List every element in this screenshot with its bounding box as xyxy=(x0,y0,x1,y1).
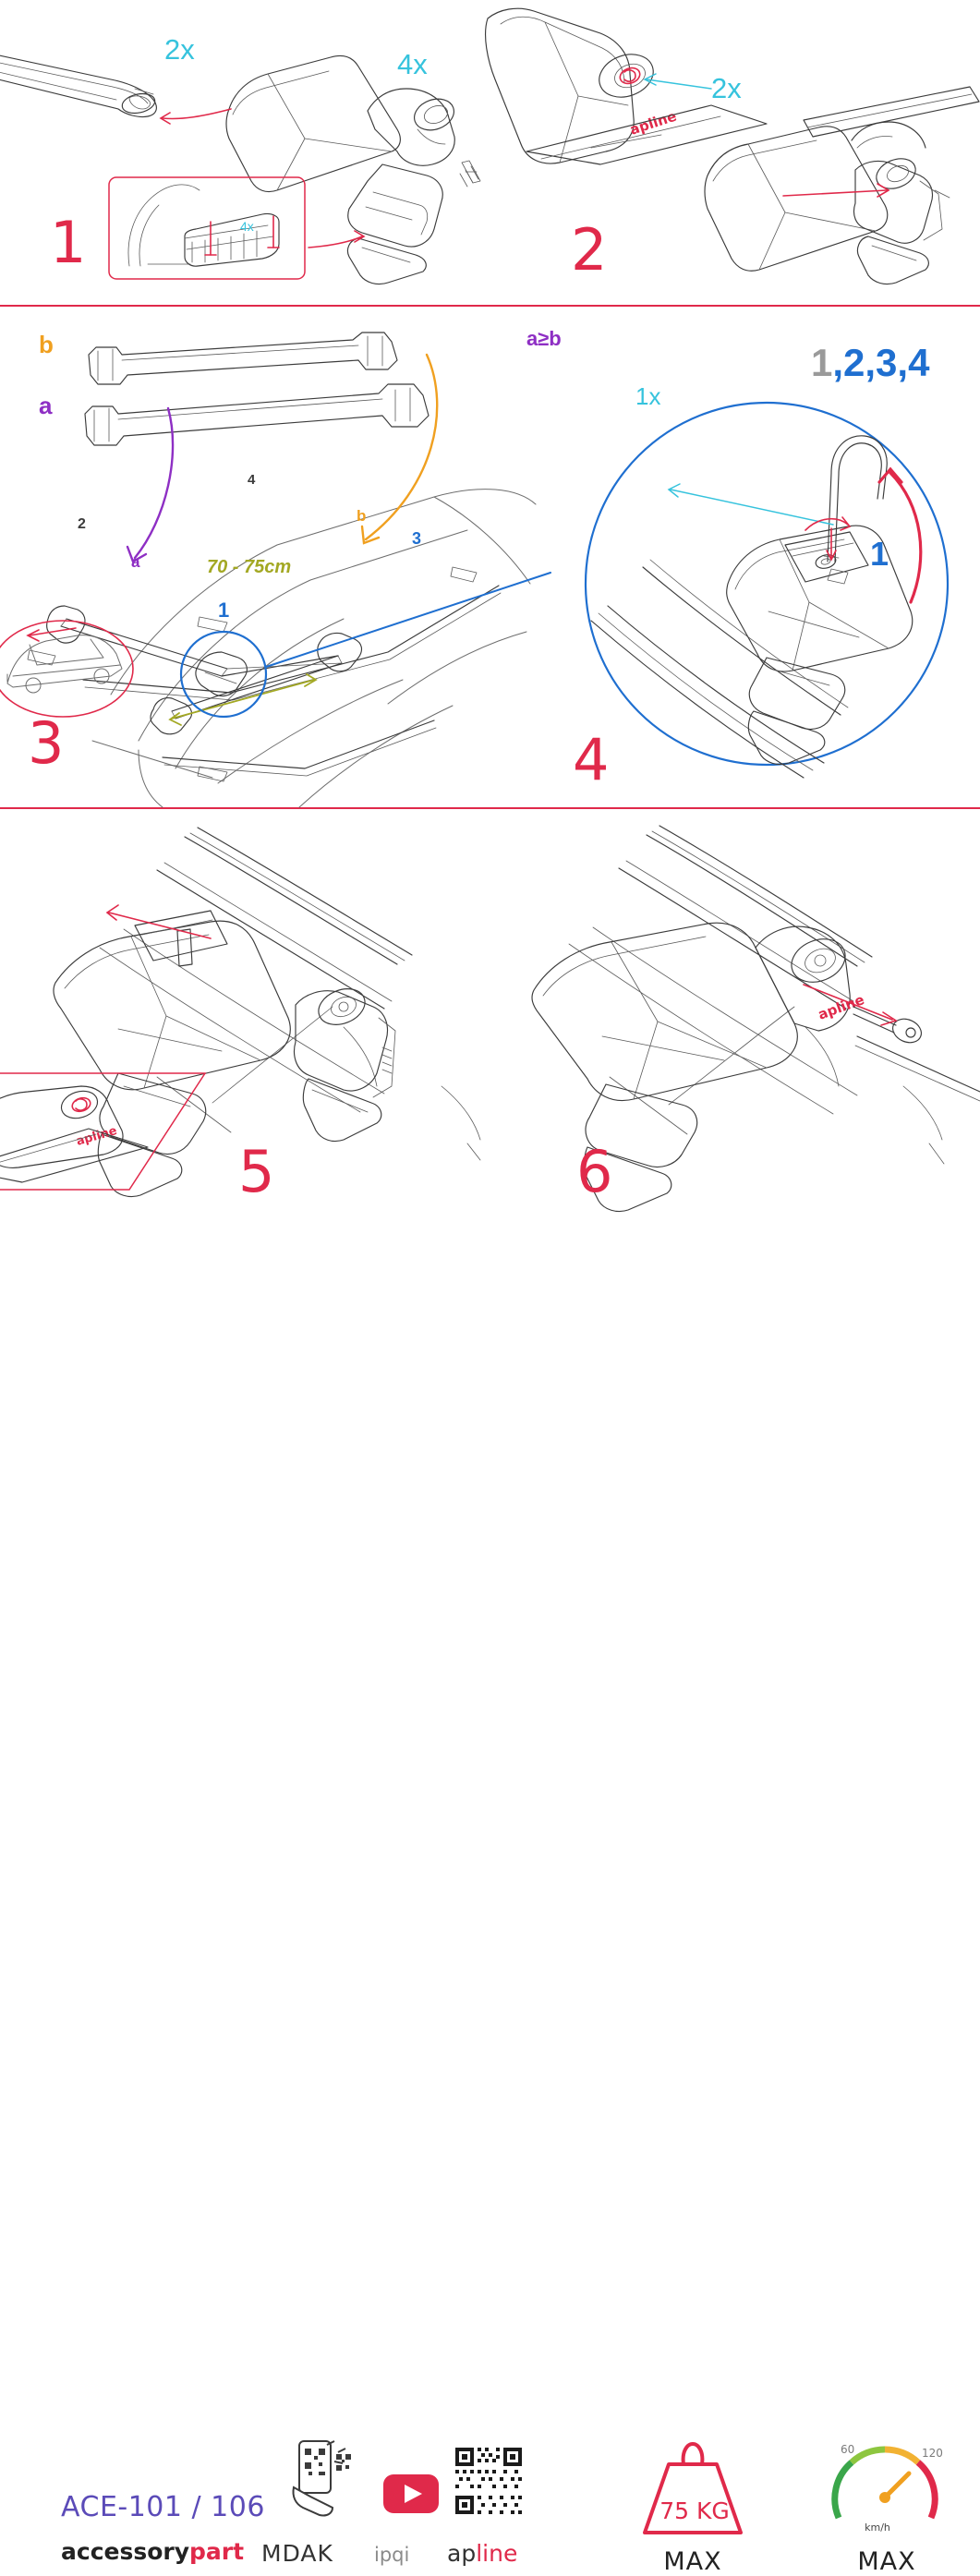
max-weight-caption-wrap xyxy=(637,2547,748,2576)
step-3-position-4: 4 xyxy=(248,472,256,488)
brand-prefix: accessory xyxy=(61,2538,190,2565)
step-3-position-3: 3 xyxy=(412,529,422,548)
step-1-panel xyxy=(0,0,490,305)
step-3-arrow-label-b: b xyxy=(357,507,367,525)
svg-text:120: 120 xyxy=(922,2447,943,2460)
step-2-panel xyxy=(490,0,980,305)
sequence-first: 1 xyxy=(811,341,833,384)
svg-text:apline: apline xyxy=(816,991,867,1023)
footer xyxy=(0,1228,980,2576)
partner-mdak: MDAK xyxy=(261,2540,333,2567)
partner-ipqi: ipqi xyxy=(374,2544,410,2566)
step-6-number: 6 xyxy=(576,1138,613,1205)
step-4-qty-key: 1x xyxy=(635,382,661,410)
step-3-arrow-label-a: a xyxy=(131,553,140,571)
step-3-panel xyxy=(0,307,554,807)
step-3-position-2: 2 xyxy=(78,516,86,532)
step-4-sequence xyxy=(811,341,930,384)
step-2-qty-lock: 2x xyxy=(711,72,742,104)
step-6-panel xyxy=(490,809,980,1228)
step-1-number: 1 xyxy=(50,209,87,276)
brand-accent: part xyxy=(189,2538,245,2565)
speed-unit: km/h xyxy=(865,2522,890,2534)
step-3-spacing-dimension: 70 - 75cm xyxy=(207,557,292,577)
model-number: ACE-101 / 106 xyxy=(61,2491,265,2523)
step-2-number: 2 xyxy=(571,216,608,284)
step-4-panel xyxy=(526,307,980,807)
max-weight-value: 75 KG xyxy=(659,2497,730,2524)
step-3-number: 3 xyxy=(28,709,65,777)
apline-prefix: ap xyxy=(447,2540,477,2567)
step-1-qty-foot: 4x xyxy=(397,48,428,80)
step-6-illustration xyxy=(490,809,980,1228)
step-1-qty-pad: 4x xyxy=(240,219,254,234)
sequence-rest: ,2,3,4 xyxy=(832,341,930,384)
step-5-panel xyxy=(0,809,490,1228)
max-speed-caption: MAX xyxy=(857,2547,916,2576)
brand-apline xyxy=(447,2540,517,2567)
step-1-qty-bar: 2x xyxy=(164,33,195,66)
step-3-label-b: b xyxy=(39,331,54,358)
apline-accent: line xyxy=(476,2540,518,2567)
scan-qr-phone-icon xyxy=(290,2439,357,2519)
step-2-illustration xyxy=(490,0,980,305)
svg-text:apline: apline xyxy=(74,1124,119,1149)
max-speed-caption-wrap xyxy=(822,2547,951,2576)
step-4-condition-label: a≥b xyxy=(526,327,562,350)
step-4-number: 4 xyxy=(573,726,610,793)
step-3-label-a: a xyxy=(39,392,53,419)
qr-code xyxy=(454,2446,524,2516)
step-5-number: 5 xyxy=(238,1138,275,1205)
youtube-icon[interactable] xyxy=(382,2473,440,2514)
max-weight-caption: MAX xyxy=(663,2547,722,2576)
step-4-tighten-order-1: 1 xyxy=(870,535,889,573)
step-3-position-1: 1 xyxy=(218,599,230,622)
svg-text:60: 60 xyxy=(841,2443,855,2456)
svg-text:apline: apline xyxy=(627,107,679,139)
brand-accessorypart xyxy=(61,2538,244,2565)
